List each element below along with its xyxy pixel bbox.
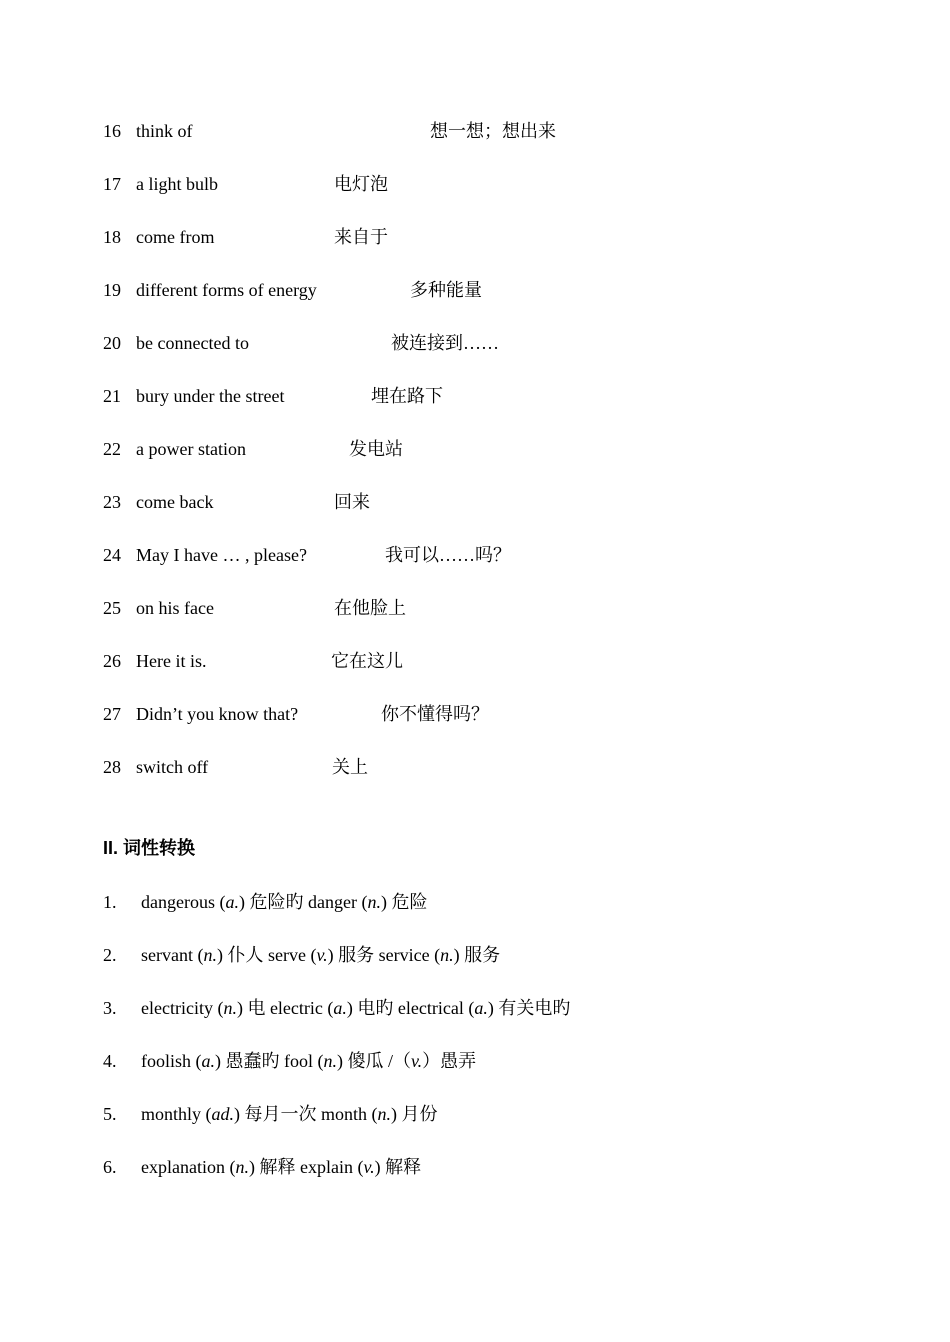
phrase-number: 28: [103, 757, 121, 777]
phrase-number: 25: [103, 598, 121, 618]
word-form-segment: ）愚弄: [422, 1051, 477, 1071]
part-of-speech-label: v.: [410, 1051, 423, 1071]
word-form-text: [141, 1152, 421, 1182]
phrase-chinese: 埋在路下: [371, 386, 443, 406]
part-of-speech-label: n.: [377, 1104, 391, 1124]
phrase-english: a power station: [136, 439, 246, 459]
phrase-english: a light bulb: [136, 174, 218, 194]
phrase-english: on his face: [136, 598, 214, 618]
word-form-number: 5.: [103, 1104, 117, 1124]
word-form-segment: explanation (: [141, 1157, 236, 1177]
phrase-english: come back: [136, 492, 214, 512]
part-of-speech-label: a.: [474, 998, 488, 1018]
part-of-speech-label: n.: [203, 945, 217, 965]
phrase-english: different forms of energy: [136, 280, 317, 300]
word-form-text: [141, 940, 500, 970]
part-of-speech-label: a.: [333, 998, 347, 1018]
word-form-segment: ) 服务 service (: [327, 945, 441, 965]
phrase-chinese: 我可以……吗？: [385, 545, 511, 565]
word-form-segment: ) 傻瓜 /（: [336, 1051, 411, 1071]
word-form-segment: servant (: [141, 945, 204, 965]
phrase-english: switch off: [136, 757, 209, 777]
part-of-speech-label: n.: [223, 998, 237, 1018]
word-form-segment: ) 危险: [380, 892, 428, 912]
phrase-number: 27: [103, 704, 121, 724]
part-of-speech-label: a.: [201, 1051, 215, 1071]
word-form-number: 6.: [103, 1157, 117, 1177]
word-form-segment: ) 危险旳 danger (: [238, 892, 368, 912]
word-form-number: 3.: [103, 998, 117, 1018]
phrase-number: 16: [103, 121, 121, 141]
word-form-segment: foolish (: [141, 1051, 202, 1071]
part-of-speech-label: v.: [363, 1157, 375, 1177]
phrase-english: bury under the street: [136, 386, 285, 406]
phrase-number: 18: [103, 227, 121, 247]
word-form-text: [141, 1099, 438, 1129]
phrase-english: think of: [136, 121, 193, 141]
part-of-speech-label: a.: [225, 892, 239, 912]
word-form-segment: ) 服务: [453, 945, 501, 965]
phrase-chinese: 回来: [334, 492, 370, 512]
word-form-text: [141, 993, 570, 1023]
part-of-speech-label: n.: [323, 1051, 337, 1071]
phrase-chinese: 你不懂得吗？: [381, 704, 489, 724]
phrase-english: come from: [136, 227, 215, 247]
word-form-segment: monthly (: [141, 1104, 212, 1124]
word-form-segment: ) 有关电旳: [487, 998, 571, 1018]
word-form-number: 1.: [103, 892, 117, 912]
word-form-number: 4.: [103, 1051, 117, 1071]
phrase-number: 21: [103, 386, 121, 406]
word-form-text: [141, 1046, 476, 1076]
word-form-segment: ) 愚蠢旳 fool (: [215, 1051, 324, 1071]
part-of-speech-label: n.: [235, 1157, 249, 1177]
phrase-number: 22: [103, 439, 121, 459]
phrase-chinese: 发电站: [349, 439, 403, 459]
word-form-segment: ) 仆人 serve (: [216, 945, 317, 965]
phrase-number: 26: [103, 651, 121, 671]
word-form-segment: dangerous (: [141, 892, 226, 912]
word-form-segment: ) 每月一次 month (: [234, 1104, 378, 1124]
phrase-chinese: 被连接到……: [391, 333, 499, 353]
phrase-number: 19: [103, 280, 121, 300]
word-form-segment: ) 月份: [391, 1104, 438, 1124]
part-of-speech-label: n.: [367, 892, 381, 912]
phrase-english: Here it is.: [136, 651, 207, 671]
part-of-speech-label: n.: [440, 945, 454, 965]
phrase-english: Didn’t you know that?: [136, 704, 299, 724]
phrase-chinese: 在他脸上: [334, 598, 406, 618]
phrase-number: 20: [103, 333, 121, 353]
word-form-segment: ) 解释 explain (: [248, 1157, 364, 1177]
phrase-number: 24: [103, 545, 121, 565]
phrase-chinese: 关上: [332, 757, 368, 777]
word-form-text: [141, 887, 427, 917]
phrase-chinese: 电灯泡: [334, 174, 388, 194]
part-of-speech-label: v.: [316, 945, 328, 965]
phrase-chinese: 多种能量: [410, 280, 482, 300]
part-of-speech-label: ad.: [211, 1104, 234, 1124]
word-form-segment: ) 解释: [374, 1157, 422, 1177]
section-heading: II. 词性转换: [103, 838, 196, 858]
phrase-english: May I have … , please?: [136, 545, 307, 565]
word-form-number: 2.: [103, 945, 117, 965]
phrase-chinese: 想一想；想出来: [430, 121, 556, 141]
word-form-segment: electricity (: [141, 998, 224, 1018]
word-form-segment: ) 电旳 electrical (: [346, 998, 475, 1018]
word-form-segment: ) 电 electric (: [236, 998, 334, 1018]
phrase-number: 23: [103, 492, 121, 512]
phrase-english: be connected to: [136, 333, 249, 353]
phrase-chinese: 来自于: [334, 227, 388, 247]
phrase-number: 17: [103, 174, 121, 194]
phrase-chinese: 它在这儿: [331, 651, 403, 671]
